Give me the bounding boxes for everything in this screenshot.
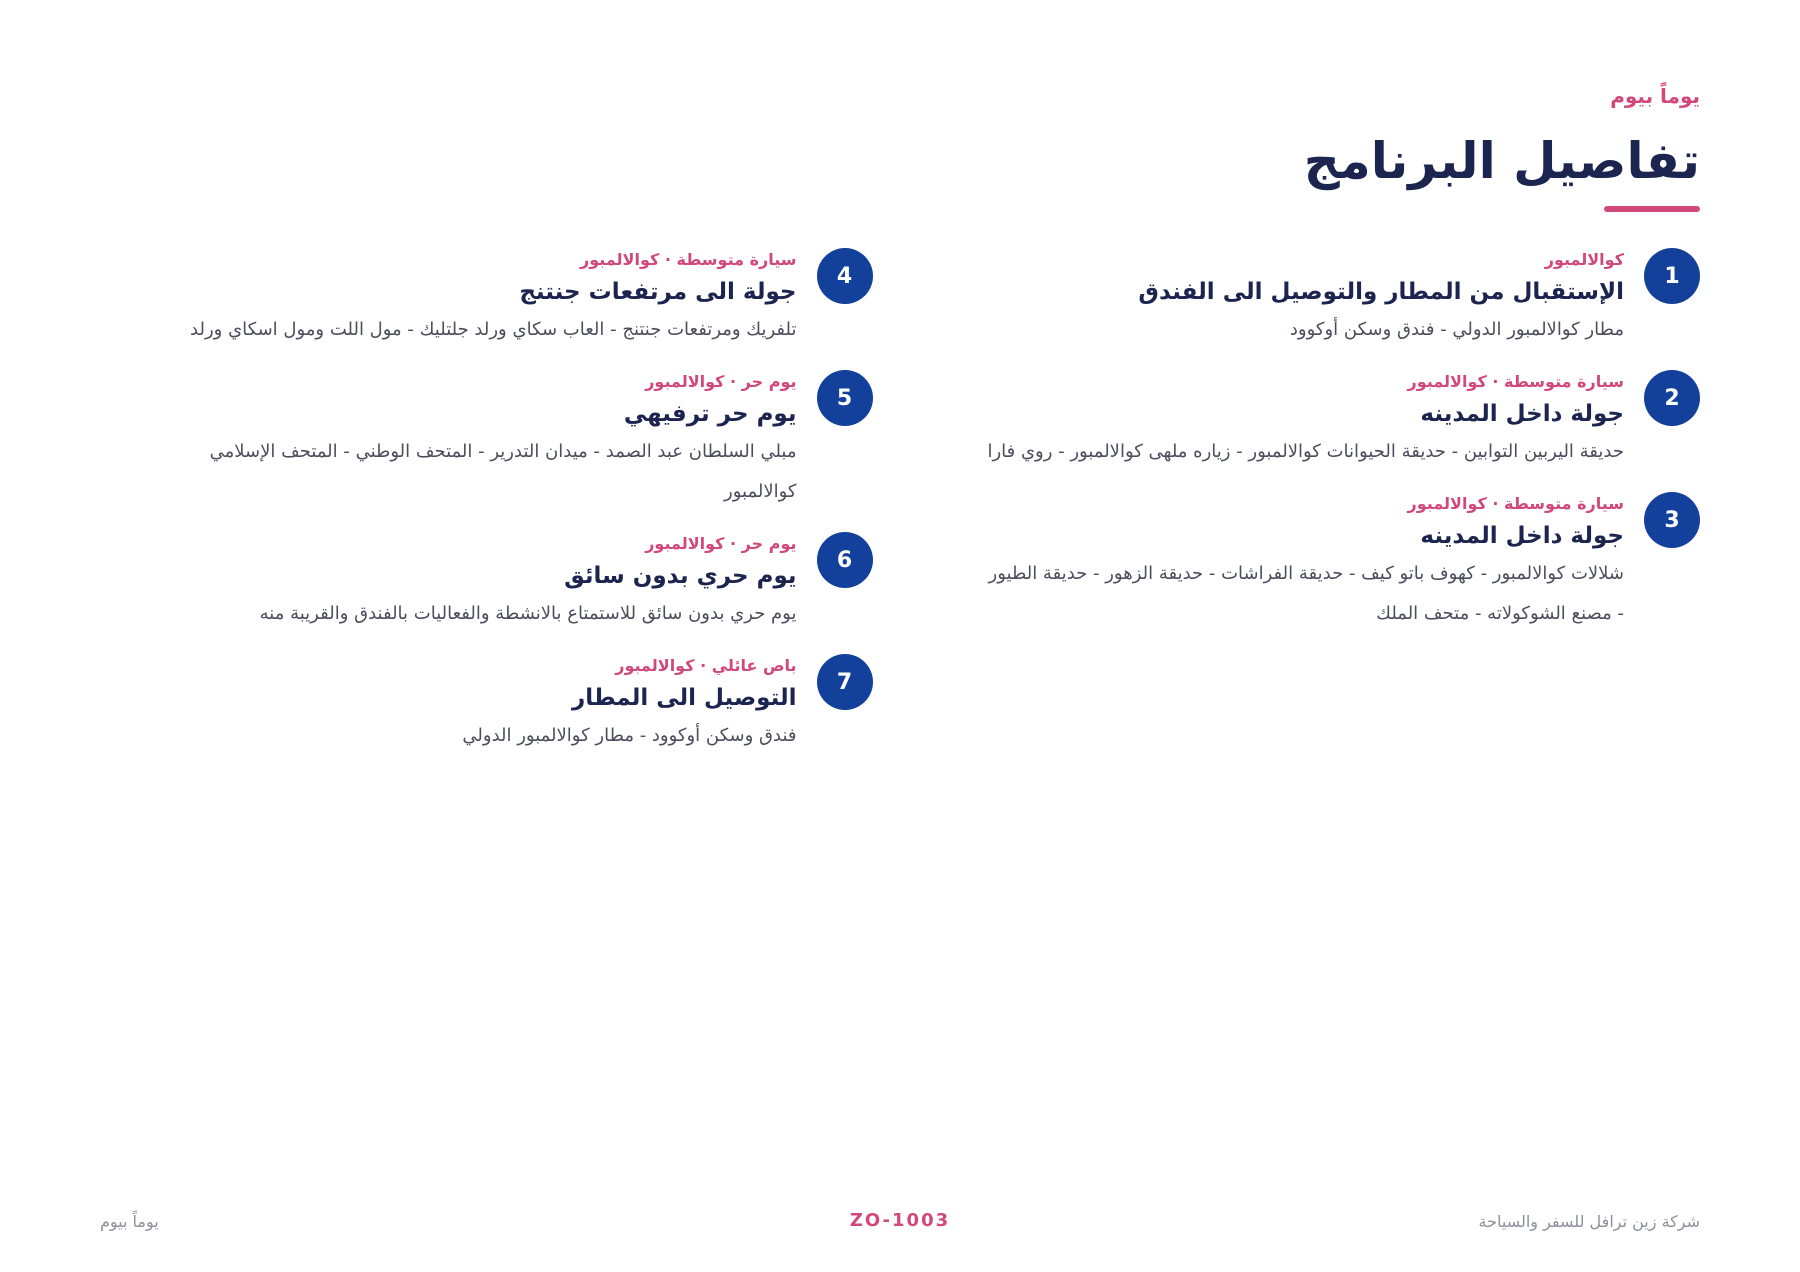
itinerary-column-left [155, 248, 873, 776]
section-eyebrow: يوماً بيوم [1610, 84, 1700, 108]
day-card-1 [983, 248, 1701, 350]
day-meta: يوم حر · كوالالمبور [645, 372, 797, 391]
footer-section-label: يوماً بيوم [100, 1212, 159, 1231]
title-underline [1604, 206, 1700, 212]
day-meta: سيارة متوسطة · كوالالمبور [580, 250, 797, 269]
day-meta: كوالالمبور [1544, 250, 1624, 269]
day-number-badge: 3 [1644, 492, 1700, 548]
day-card-7 [155, 654, 873, 756]
day-description: مطار كوالالمبور الدولي - فندق وسكن أوكوود [1289, 319, 1624, 340]
day-description: مبلي السلطان عبد الصمد - ميدان التدرير - المتحف الوطني - المتحف الإسلامي كوالالمبور [209, 441, 797, 502]
itinerary-column-right [983, 248, 1701, 654]
day-meta: باص عائلي · كوالالمبور [615, 656, 797, 675]
day-number-badge: 5 [817, 370, 873, 426]
footer-document-code: ZO-1003 [849, 1210, 951, 1231]
itinerary-days [155, 248, 1700, 776]
day-title: يوم حر ترفيهي [623, 401, 797, 427]
day-number-badge: 7 [817, 654, 873, 710]
day-meta: سيارة متوسطة · كوالالمبور [1407, 494, 1624, 513]
day-number-badge: 1 [1644, 248, 1700, 304]
day-title: جولة داخل المدينه [1420, 401, 1624, 427]
page-header [1000, 86, 1700, 212]
day-card-5 [155, 370, 873, 512]
day-description: فندق وسكن أوكوود - مطار كوالالمبور الدولي [462, 725, 797, 746]
day-title: يوم حري بدون سائق [564, 563, 797, 589]
day-number-badge: 6 [817, 532, 873, 588]
day-body [983, 248, 1625, 350]
day-title: التوصيل الى المطار [572, 685, 797, 711]
day-description: تلفريك ومرتفعات جنتنج - العاب سكاي ورلد جلتليك - مول اللت ومول اسكاي ورلد [190, 319, 797, 340]
page-footer [100, 1208, 1700, 1238]
day-title: جولة داخل المدينه [1420, 523, 1624, 549]
day-number-badge: 4 [817, 248, 873, 304]
day-card-3 [983, 492, 1701, 634]
day-meta: سيارة متوسطة · كوالالمبور [1407, 372, 1624, 391]
day-number-badge: 2 [1644, 370, 1700, 426]
day-body [983, 492, 1625, 634]
day-description: حديقة اليربين التوابين - حديقة الحيوانات كوالالمبور - زياره ملهى كوالالمبور - روي فارا [987, 441, 1624, 462]
day-title: جولة الى مرتفعات جنتنج [519, 279, 797, 305]
day-title: الإستقبال من المطار والتوصيل الى الفندق [1138, 279, 1624, 305]
day-card-6 [155, 532, 873, 634]
day-body [983, 370, 1625, 472]
day-description: شلالات كوالالمبور - كهوف باتو كيف - حديقة الفراشات - حديقة الزهور - حديقة الطيور - مصنع الشوكولاته - متحف الملك [988, 563, 1624, 624]
page-title: تفاصيل البرنامج [1303, 132, 1700, 190]
day-description: يوم حري بدون سائق للاستمتاع بالانشطة والفعاليات بالفندق والقريبة منه [259, 603, 797, 624]
day-card-2 [983, 370, 1701, 472]
day-card-4 [155, 248, 873, 350]
day-body [155, 370, 797, 512]
day-body [155, 532, 797, 634]
day-body [155, 654, 797, 756]
day-meta: يوم حر · كوالالمبور [645, 534, 797, 553]
day-body [155, 248, 797, 350]
footer-company-name: شركة زين ترافل للسفر والسياحة [1478, 1212, 1700, 1231]
